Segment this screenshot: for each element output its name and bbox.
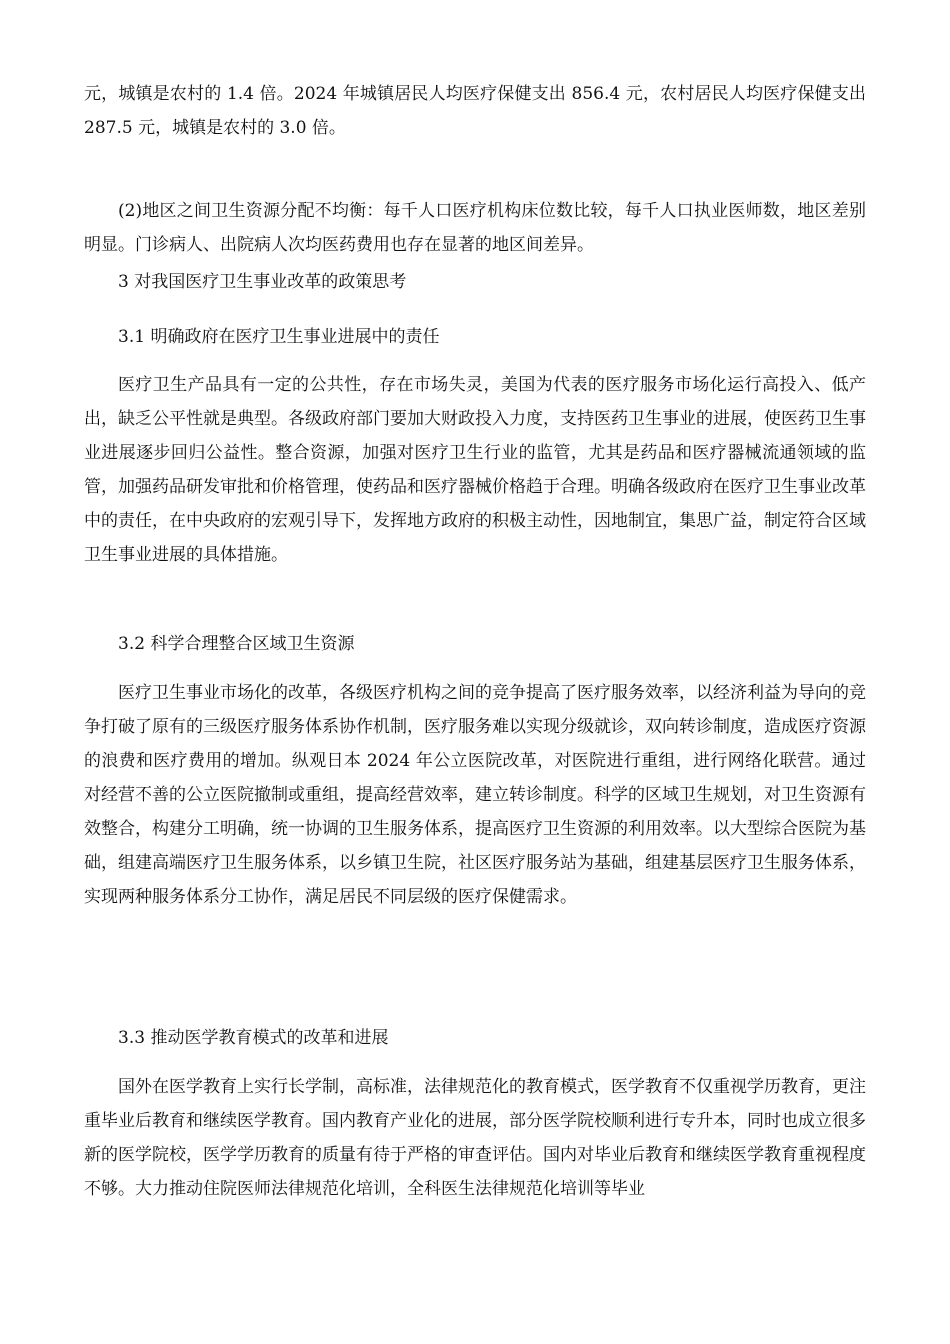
section-heading-3-2: 3.2 科学合理整合区域卫生资源	[118, 634, 355, 654]
paragraph-3-3: 国外在医学教育上实行长学制，高标准，法律规范化的教育模式，医学教育不仅重视学历教育，更注重毕业后教育和继续医学教育。国内教育产业化的进展，部分医学院校顺利进行专升本，同时也成立很多新的医学院校，医学学历教育的质量有待于严格的审查评估。国内对毕业后教育和继续医学教育重视程度不够。大力推动住院医师法律规范化培训，全科医生法律规范化培训等毕业	[84, 1077, 866, 1199]
paragraph-continuation: 元，城镇是农村的 1.4 倍。2024 年城镇居民人均医疗保健支出 856.4 元，农村居民人均医疗保健支出 287.5 元，城镇是农村的 3.0 倍。	[84, 84, 866, 138]
section-heading-3-3: 3.3 推动医学教育模式的改革和进展	[118, 1028, 389, 1048]
paragraph-regional-imbalance: (2)地区之间卫生资源分配不均衡：每千人口医疗机构床位数比较，每千人口执业医师数，地区差别明显。门诊病人、出院病人次均医药费用也存在显著的地区间差异。	[84, 201, 866, 255]
paragraph-3-2: 医疗卫生事业市场化的改革，各级医疗机构之间的竞争提高了医疗服务效率，以经济利益为导向的竞争打破了原有的三级医疗服务体系协作机制，医疗服务难以实现分级就诊，双向转诊制度，造成医疗资源的浪费和医疗费用的增加。纵观日本 2024 年公立医院改革，对医院进行重组，进行网络化联营。通过对经营不善的公立医院撤制或重组，提高经营效率，建立转诊制度。科学的区域卫生规划，对卫生资源有效整合，构建分工明确，统一协调的卫生服务体系，提高医疗卫生资源的利用效率。以大型综合医院为基础，组建高端医疗卫生服务体系，以乡镇卫生院，社区医疗服务站为基础，组建基层医疗卫生服务体系，实现两种服务体系分工协作，满足居民不同层级的医疗保健需求。	[84, 683, 866, 907]
paragraph-3-1: 医疗卫生产品具有一定的公共性，存在市场失灵，美国为代表的医疗服务市场化运行高投入、低产出，缺乏公平性就是典型。各级政府部门要加大财政投入力度，支持医药卫生事业的进展，使医药卫生事业进展逐步回归公益性。整合资源，加强对医疗卫生行业的监管，尤其是药品和医疗器械流通领域的监管，加强药品研发审批和价格管理，使药品和医疗器械价格趋于合理。明确各级政府在医疗卫生事业改革中的责任，在中央政府的宏观引导下，发挥地方政府的积极主动性，因地制宜，集思广益，制定符合区域卫生事业进展的具体措施。	[84, 375, 866, 565]
section-heading-3: 3 对我国医疗卫生事业改革的政策思考	[118, 272, 407, 292]
section-heading-3-1: 3.1 明确政府在医疗卫生事业进展中的责任	[118, 327, 440, 347]
